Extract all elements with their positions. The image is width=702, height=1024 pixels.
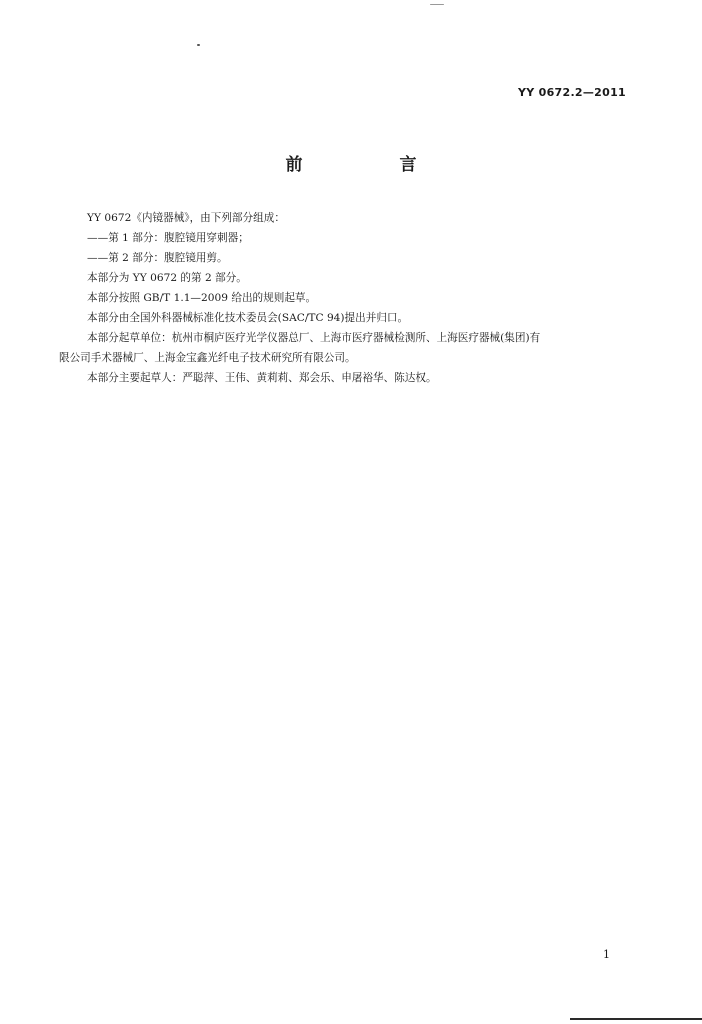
paragraph-continuation: 限公司手术器械厂、上海金宝鑫光纤电子技术研究所有限公司。 xyxy=(59,352,356,364)
paragraph: YY 0672《内镜器械》，由下列部分组成： xyxy=(87,212,285,224)
page-title: 前 言 xyxy=(285,155,457,175)
list-item: ——第 1 部分：腹腔镜用穿刺器； xyxy=(87,232,249,244)
paragraph: 本部分为 YY 0672 的第 2 部分。 xyxy=(87,272,247,284)
standard-code: YY 0672.2—2011 xyxy=(517,86,626,99)
paragraph: 本部分主要起草人：严聪萍、王伟、黄莉莉、郑会乐、申屠裕华、陈达权。 xyxy=(87,372,437,384)
foreword-body xyxy=(59,208,639,388)
scan-edge-line xyxy=(570,1018,702,1020)
paragraph: 本部分由全国外科器械标准化技术委员会(SAC/TC 94)提出并归口。 xyxy=(87,312,409,324)
scan-speck xyxy=(197,44,200,46)
page-number: 1 xyxy=(603,948,610,961)
paragraph: 本部分起草单位：杭州市桐庐医疗光学仪器总厂、上海市医疗器械检测所、上海医疗器械(集团)有 xyxy=(87,332,541,344)
list-item: ——第 2 部分：腹腔镜用剪。 xyxy=(87,252,228,264)
paragraph: 本部分按照 GB/T 1.1—2009 给出的规则起草。 xyxy=(87,292,317,304)
scan-speck xyxy=(430,4,444,5)
